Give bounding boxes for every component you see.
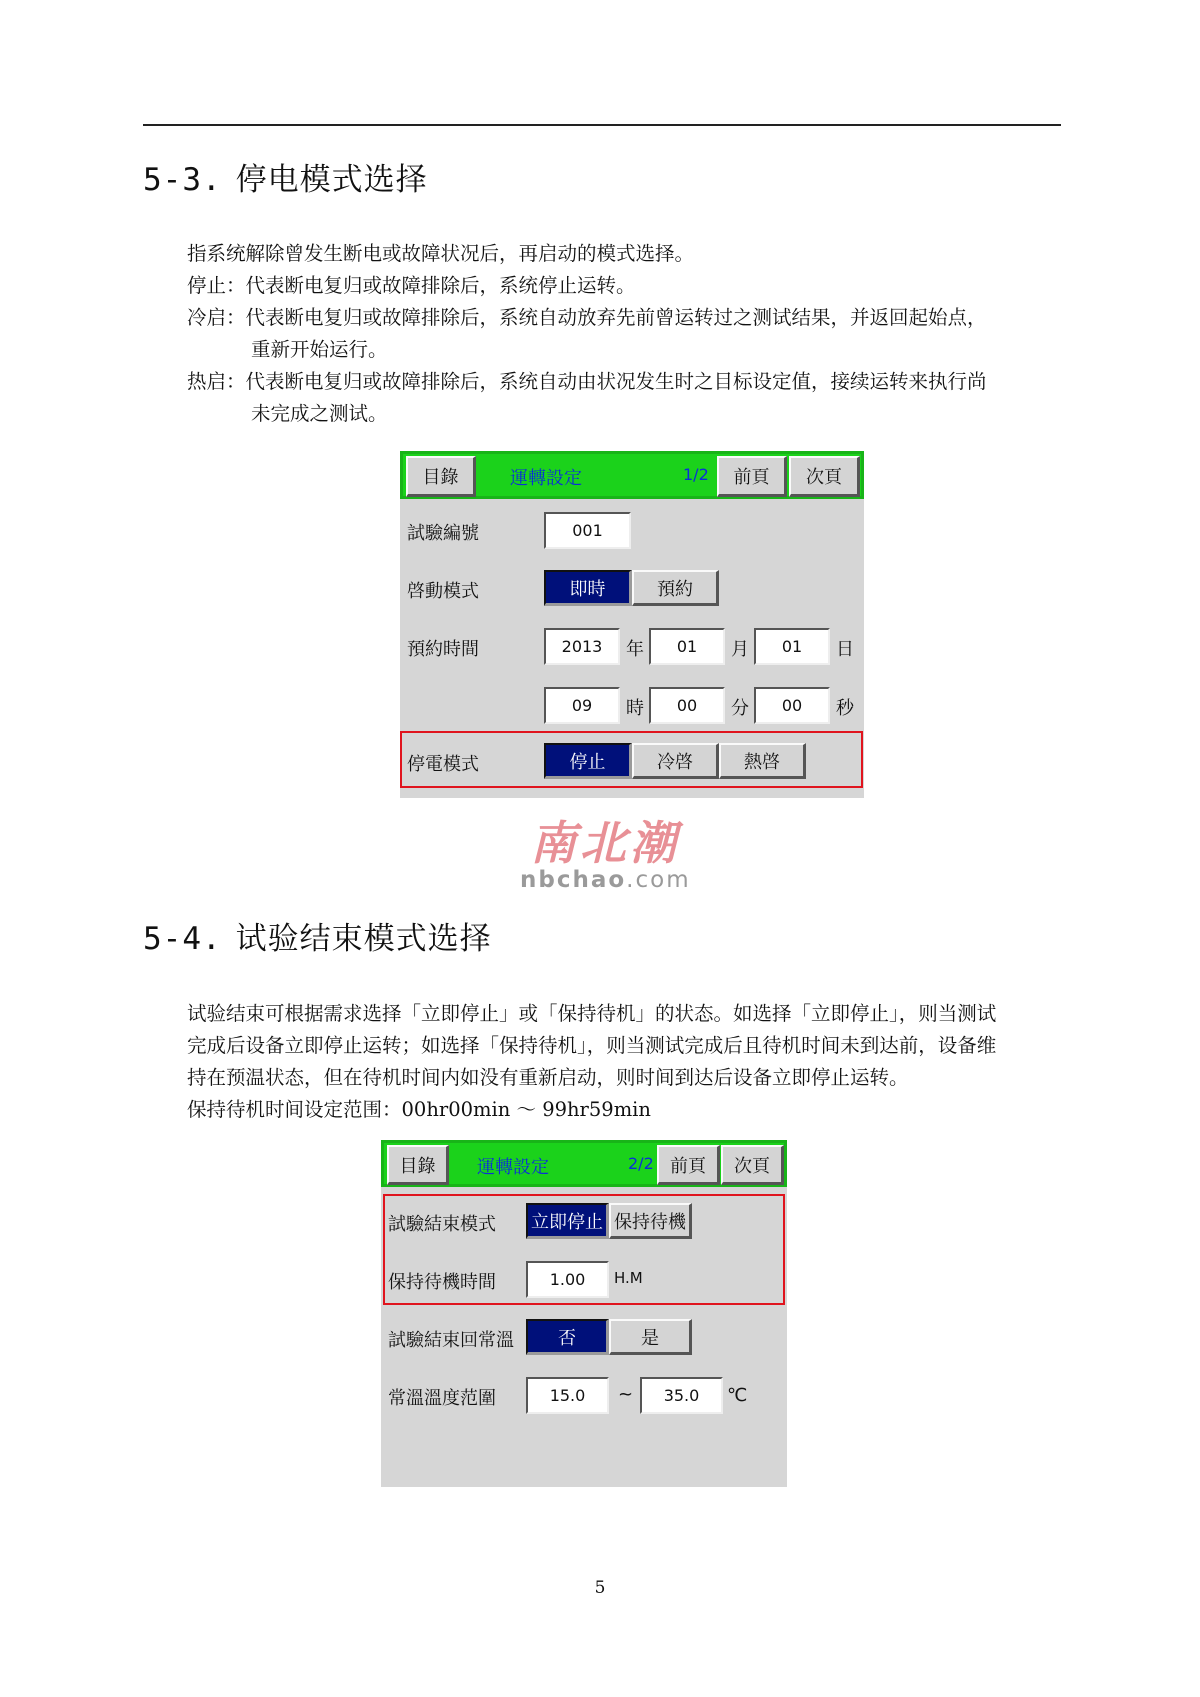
reserve-second-field[interactable]: 00 bbox=[754, 687, 830, 724]
panel1-title: 運轉設定 bbox=[510, 468, 582, 489]
run-settings-panel-1 bbox=[400, 451, 864, 798]
s1-para-2: 停止：代表断电复归或故障排除后，系统停止运转。 bbox=[187, 274, 636, 297]
panel2-menu-button[interactable]: 目錄 bbox=[387, 1145, 449, 1185]
reserve-minute-field[interactable]: 00 bbox=[649, 687, 725, 724]
section-5-3-title: 停电模式选择 bbox=[235, 162, 428, 198]
minute-unit: 分 bbox=[731, 698, 749, 719]
test-number-field[interactable]: 001 bbox=[544, 512, 631, 549]
year-unit: 年 bbox=[626, 639, 644, 660]
section-5-4-title: 试验结束模式选择 bbox=[235, 921, 492, 957]
section-5-4-heading bbox=[143, 913, 492, 958]
s2-para-1: 试验结束可根据需求选择「立即停止」或「保持待机」的状态。如选择「立即停止」，则当测试 bbox=[187, 1002, 997, 1025]
temp-min-field[interactable]: 15.0 bbox=[526, 1377, 609, 1414]
s2-para-4: 保持待机时间设定范围：00hr00min ～ 99hr59min bbox=[187, 1098, 651, 1121]
s1-para-4: 重新开始运行。 bbox=[251, 338, 388, 361]
return-temp-yes-button[interactable]: 是 bbox=[609, 1319, 692, 1355]
panel2-page-indicator: 2/2 bbox=[628, 1154, 654, 1173]
page-number: 5 bbox=[594, 1578, 606, 1598]
reserve-year-field[interactable]: 2013 bbox=[544, 628, 620, 665]
second-unit: 秒 bbox=[836, 698, 854, 719]
reserve-month-field[interactable]: 01 bbox=[649, 628, 725, 665]
power-mode-hot-start-button[interactable]: 熱啓 bbox=[719, 743, 806, 779]
temp-max-field[interactable]: 35.0 bbox=[640, 1377, 723, 1414]
end-mode-label: 試驗結束模式 bbox=[388, 1214, 496, 1235]
panel2-title-bar bbox=[381, 1140, 787, 1187]
section-5-4-number: 5-4. bbox=[143, 921, 222, 957]
s1-para-1: 指系统解除曾发生断电或故障状况后，再启动的模式选择。 bbox=[187, 242, 695, 265]
standby-time-field[interactable]: 1.00 bbox=[526, 1261, 609, 1298]
end-mode-stop-button[interactable]: 立即停止 bbox=[526, 1203, 609, 1239]
temp-range-tilde: ~ bbox=[618, 1384, 634, 1405]
test-number-label: 試驗編號 bbox=[407, 523, 479, 544]
standby-time-unit: H.M bbox=[614, 1269, 643, 1287]
start-mode-reserve-button[interactable]: 預約 bbox=[632, 570, 719, 606]
power-mode-label: 停電模式 bbox=[407, 754, 479, 775]
panel1-next-button[interactable]: 次頁 bbox=[789, 456, 860, 497]
panel1-page-indicator: 1/2 bbox=[683, 465, 709, 484]
section-5-3-heading bbox=[143, 154, 428, 199]
start-mode-immediate-button[interactable]: 即時 bbox=[544, 570, 632, 606]
temp-range-label: 常溫溫度范圍 bbox=[388, 1388, 496, 1409]
watermark-en: nbchao.com bbox=[520, 867, 691, 893]
panel1-title-bar bbox=[400, 451, 864, 499]
run-settings-panel-2 bbox=[381, 1140, 787, 1487]
watermark-cn: 南北潮 bbox=[530, 816, 680, 870]
reserve-hour-field[interactable]: 09 bbox=[544, 687, 620, 724]
end-mode-standby-button[interactable]: 保持待機 bbox=[609, 1203, 692, 1239]
panel1-menu-button[interactable]: 目錄 bbox=[406, 456, 476, 497]
header-rule bbox=[143, 124, 1061, 126]
s2-para-3: 持在预温状态，但在待机时间内如没有重新启动，则时间到达后设备立即停止运转。 bbox=[187, 1066, 909, 1089]
s1-para-3: 冷启：代表断电复归或故障排除后，系统自动放弃先前曾运转过之测试结果，并返回起始点， bbox=[187, 306, 987, 329]
standby-time-label: 保持待機時間 bbox=[388, 1272, 496, 1293]
power-mode-cold-start-button[interactable]: 冷啓 bbox=[632, 743, 719, 779]
section-5-3-number: 5-3. bbox=[143, 162, 222, 198]
s1-para-5: 热启：代表断电复归或故障排除后，系统自动由状况发生时之目标设定值，接续运转来执行尚 bbox=[187, 370, 987, 393]
temp-unit: ℃ bbox=[727, 1385, 748, 1406]
s2-para-2: 完成后设备立即停止运转；如选择「保持待机」，则当测试完成后且待机时间未到达前，设备维 bbox=[187, 1034, 997, 1057]
return-temp-label: 試驗結束回常溫 bbox=[388, 1330, 514, 1351]
power-mode-stop-button[interactable]: 停止 bbox=[544, 743, 632, 779]
panel1-prev-button[interactable]: 前頁 bbox=[717, 456, 787, 497]
reserve-time-label: 預約時間 bbox=[407, 639, 479, 660]
panel2-prev-button[interactable]: 前頁 bbox=[657, 1145, 720, 1185]
reserve-day-field[interactable]: 01 bbox=[754, 628, 830, 665]
return-temp-no-button[interactable]: 否 bbox=[526, 1319, 609, 1355]
month-unit: 月 bbox=[731, 639, 749, 660]
day-unit: 日 bbox=[836, 639, 854, 660]
panel2-next-button[interactable]: 次頁 bbox=[721, 1145, 784, 1185]
start-mode-label: 啓動模式 bbox=[407, 581, 479, 602]
s1-para-6: 未完成之测试。 bbox=[251, 402, 388, 425]
watermark-logo bbox=[520, 818, 690, 892]
hour-unit: 時 bbox=[626, 698, 644, 719]
panel2-title: 運轉設定 bbox=[477, 1157, 549, 1178]
